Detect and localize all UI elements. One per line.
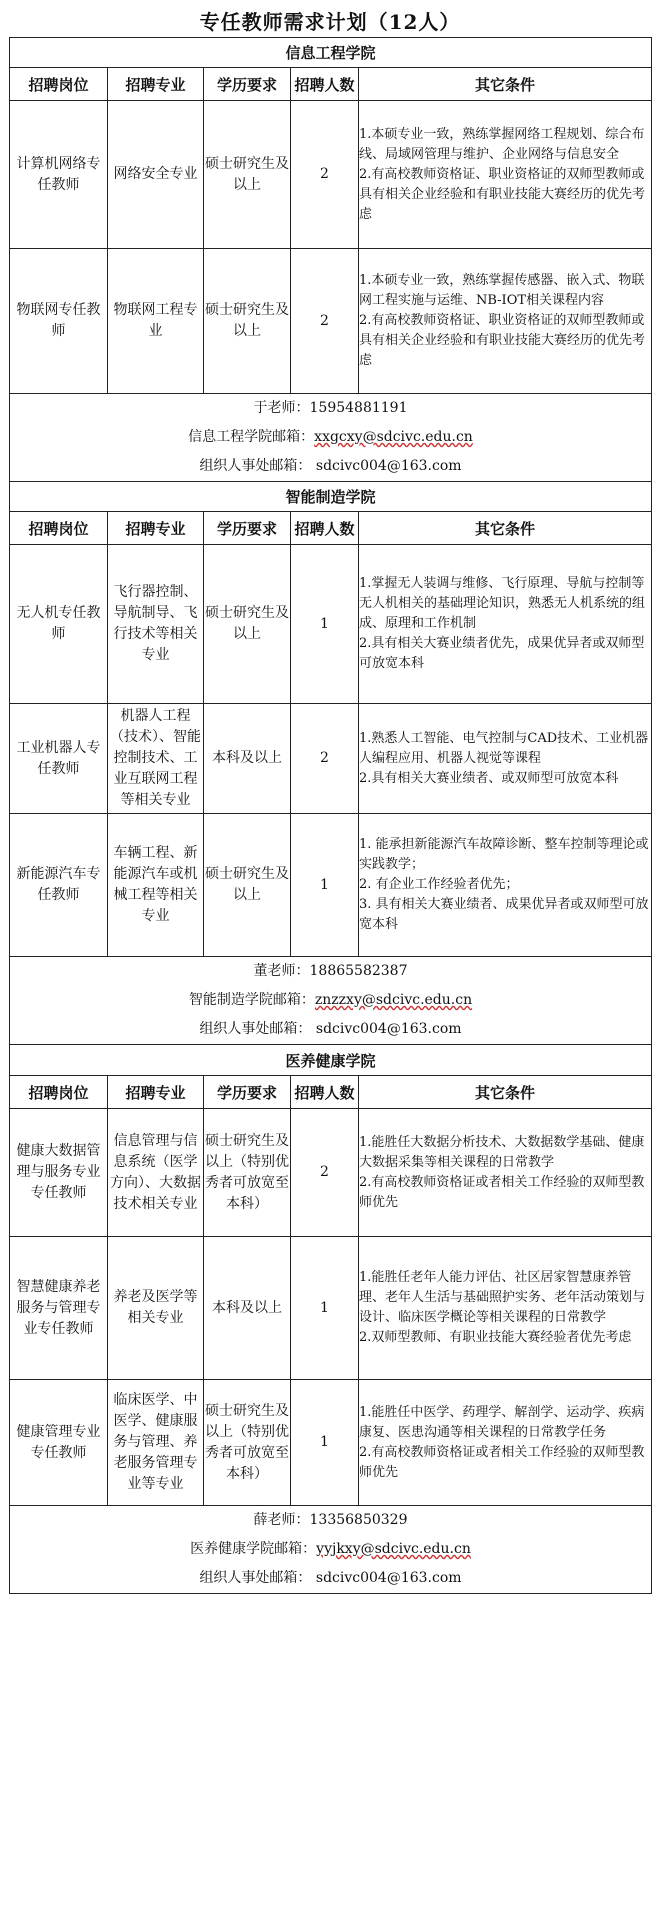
position-cell: 工业机器人专任教师 bbox=[10, 704, 108, 814]
column-header: 招聘岗位 bbox=[10, 1076, 108, 1109]
count-cell: 1 bbox=[291, 545, 359, 704]
teacher-phone: 董老师：18865582387 bbox=[253, 963, 408, 979]
table-row bbox=[10, 545, 652, 704]
condition-item: 2.有高校教师资格证或者相关工作经验的双师型教师优先 bbox=[359, 1444, 645, 1480]
college-email-line bbox=[10, 423, 651, 452]
hr-email[interactable]: 组织人事处邮箱： sdcivc004@163.com bbox=[199, 1570, 462, 1586]
condition-item: 2.具有相关大赛业绩者、或双师型可放宽本科 bbox=[359, 770, 619, 786]
condition-item: 1.能胜任老年人能力评估、社区居家智慧康养管理、老年人生活与基础照护实务、老年活动策划与设计、临床医学概论等相关课程的日常教学 bbox=[359, 1270, 646, 1325]
college-email-line bbox=[10, 986, 651, 1015]
education-cell: 硕士研究生及以上（特别优秀者可放宽至本科） bbox=[204, 1380, 291, 1506]
college-name: 医养健康学院 bbox=[10, 1045, 652, 1076]
contact-row bbox=[10, 957, 652, 1045]
position-cell: 无人机专任教师 bbox=[10, 545, 108, 704]
contact-row bbox=[10, 394, 652, 482]
condition-item: 1.本硕专业一致，熟练掌握网络工程规划、综合布线、局域网管理与维护、企业网络与信息安全 bbox=[359, 126, 645, 162]
condition-item: 1. 能承担新能源汽车故障诊断、整车控制等理论或实践教学； bbox=[359, 837, 649, 872]
teacher-phone: 于老师：15954881191 bbox=[253, 400, 408, 416]
college-name: 信息工程学院 bbox=[10, 38, 652, 68]
position-cell: 健康管理专业专任教师 bbox=[10, 1380, 108, 1506]
position-cell: 新能源汽车专任教师 bbox=[10, 814, 108, 957]
column-header: 招聘岗位 bbox=[10, 68, 108, 101]
column-header: 其它条件 bbox=[359, 68, 652, 101]
contact-cell bbox=[10, 394, 652, 482]
conditions-cell bbox=[359, 545, 652, 704]
teacher-phone: 薛老师：13356850329 bbox=[253, 1512, 408, 1528]
condition-item: 1.能胜任大数据分析技术、大数据数学基础、健康大数据采集等相关课程的日常教学 bbox=[359, 1134, 645, 1170]
condition-item: 2.双师型教师、有职业技能大赛经验者优先考虑 bbox=[359, 1330, 632, 1345]
conditions-cell bbox=[359, 249, 652, 394]
column-header: 招聘人数 bbox=[291, 68, 359, 101]
condition-item: 2. 有企业工作经验者优先； bbox=[359, 877, 519, 892]
count-cell: 1 bbox=[291, 1237, 359, 1380]
college-email-label: 智能制造学院邮箱： bbox=[188, 992, 315, 1008]
table-row bbox=[10, 704, 652, 814]
major-cell: 机器人工程（技术）、智能控制技术、工业互联网工程等相关专业 bbox=[108, 704, 204, 814]
position-cell: 物联网专任教师 bbox=[10, 249, 108, 394]
header-row bbox=[10, 1076, 652, 1109]
major-cell: 养老及医学等相关专业 bbox=[108, 1237, 204, 1380]
conditions-cell bbox=[359, 1380, 652, 1506]
college-email-link[interactable]: xxgcxy@sdcivc.edu.cn bbox=[314, 429, 473, 445]
condition-item: 2.有高校教师资格证、职业资格证的双师型教师或具有相关企业经验和有职业技能大赛经历的优先考虑 bbox=[359, 313, 646, 368]
college-email-label: 信息工程学院邮箱： bbox=[188, 429, 315, 445]
condition-item: 1.能胜任中医学、药理学、解剖学、运动学、疾病康复、医患沟通等相关课程的日常教学任务 bbox=[359, 1404, 645, 1440]
education-cell: 硕士研究生及以上 bbox=[204, 101, 291, 249]
college-row bbox=[10, 482, 652, 512]
conditions-cell bbox=[359, 101, 652, 249]
hr-email[interactable]: 组织人事处邮箱： sdcivc004@163.com bbox=[199, 458, 462, 474]
column-header: 招聘专业 bbox=[108, 512, 204, 545]
count-cell: 2 bbox=[291, 249, 359, 394]
column-header: 招聘人数 bbox=[291, 512, 359, 545]
page-title: 专任教师需求计划（12人） bbox=[199, 10, 461, 34]
conditions-cell bbox=[359, 814, 652, 957]
major-cell: 网络安全专业 bbox=[108, 101, 204, 249]
education-cell: 本科及以上 bbox=[204, 704, 291, 814]
column-header: 招聘专业 bbox=[108, 1076, 204, 1109]
column-header: 学历要求 bbox=[204, 68, 291, 101]
college-row bbox=[10, 38, 652, 68]
condition-item: 2.有高校教师资格证或者相关工作经验的双师型教师优先 bbox=[359, 1174, 645, 1210]
conditions-cell bbox=[359, 704, 652, 814]
column-header: 其它条件 bbox=[359, 1076, 652, 1109]
count-cell: 2 bbox=[291, 1109, 359, 1237]
major-cell: 物联网工程专业 bbox=[108, 249, 204, 394]
table-row bbox=[10, 101, 652, 249]
college-email-line bbox=[10, 1535, 651, 1564]
table-row bbox=[10, 1109, 652, 1237]
college-email-link[interactable]: yyjkxy@sdcivc.edu.cn bbox=[316, 1541, 471, 1557]
position-cell: 计算机网络专任教师 bbox=[10, 101, 108, 249]
hr-email[interactable]: 组织人事处邮箱： sdcivc004@163.com bbox=[199, 1021, 462, 1037]
contact-cell bbox=[10, 1506, 652, 1594]
header-row bbox=[10, 68, 652, 101]
column-header: 学历要求 bbox=[204, 512, 291, 545]
education-cell: 硕士研究生及以上 bbox=[204, 249, 291, 394]
table-row bbox=[10, 249, 652, 394]
column-header: 学历要求 bbox=[204, 1076, 291, 1109]
column-header: 招聘岗位 bbox=[10, 512, 108, 545]
college-email-label: 医养健康学院邮箱： bbox=[190, 1541, 317, 1557]
major-cell: 车辆工程、新能源汽车或机械工程等相关专业 bbox=[108, 814, 204, 957]
condition-item: 3. 具有相关大赛业绩者、成果优异者或双师型可放宽本科 bbox=[359, 897, 649, 932]
column-header: 其它条件 bbox=[359, 512, 652, 545]
education-cell: 硕士研究生及以上 bbox=[204, 814, 291, 957]
condition-item: 2.有高校教师资格证、职业资格证的双师型教师或具有相关企业经验和有职业技能大赛经历的优先考虑 bbox=[359, 166, 646, 222]
education-cell: 本科及以上 bbox=[204, 1237, 291, 1380]
column-header: 招聘专业 bbox=[108, 68, 204, 101]
contact-cell bbox=[10, 957, 652, 1045]
major-cell: 飞行器控制、导航制导、飞行技术等相关专业 bbox=[108, 545, 204, 704]
position-cell: 健康大数据管理与服务专业专任教师 bbox=[10, 1109, 108, 1237]
major-cell: 临床医学、中医学、健康服务与管理、养老服务管理专业等专业 bbox=[108, 1380, 204, 1506]
conditions-cell bbox=[359, 1237, 652, 1380]
contact-row bbox=[10, 1506, 652, 1594]
condition-item: 1.熟悉人工智能、电气控制与CAD技术、工业机器人编程应用、机器人视觉等课程 bbox=[359, 730, 649, 766]
major-cell: 信息管理与信息系统（医学方向）、大数据技术相关专业 bbox=[108, 1109, 204, 1237]
education-cell: 硕士研究生及以上（特别优秀者可放宽至本科） bbox=[204, 1109, 291, 1237]
count-cell: 1 bbox=[291, 814, 359, 957]
count-cell: 1 bbox=[291, 1380, 359, 1506]
header-row bbox=[10, 512, 652, 545]
table-row bbox=[10, 1380, 652, 1506]
count-cell: 2 bbox=[291, 704, 359, 814]
college-email-link[interactable]: znzzxy@sdcivc.edu.cn bbox=[314, 992, 473, 1008]
recruitment-table bbox=[9, 37, 652, 1594]
table-row bbox=[10, 814, 652, 957]
column-header: 招聘人数 bbox=[291, 1076, 359, 1109]
condition-item: 1.本硕专业一致，熟练掌握传感器、嵌入式、物联网工程实施与运维、NB-IOT相关课程内容 bbox=[359, 273, 645, 308]
position-cell: 智慧健康养老服务与管理专业专任教师 bbox=[10, 1237, 108, 1380]
condition-item: 2.具有相关大赛业绩者优先，成果优异者或双师型可放宽本科 bbox=[359, 636, 645, 671]
college-name: 智能制造学院 bbox=[10, 482, 652, 512]
college-row bbox=[10, 1045, 652, 1076]
conditions-cell bbox=[359, 1109, 652, 1237]
table-row bbox=[10, 1237, 652, 1380]
condition-item: 1.掌握无人装调与维修、飞行原理、导航与控制等无人机相关的基础理论知识，熟悉无人机系统的组成、原理和工作机制 bbox=[359, 576, 646, 631]
count-cell: 2 bbox=[291, 101, 359, 249]
education-cell: 硕士研究生及以上 bbox=[204, 545, 291, 704]
